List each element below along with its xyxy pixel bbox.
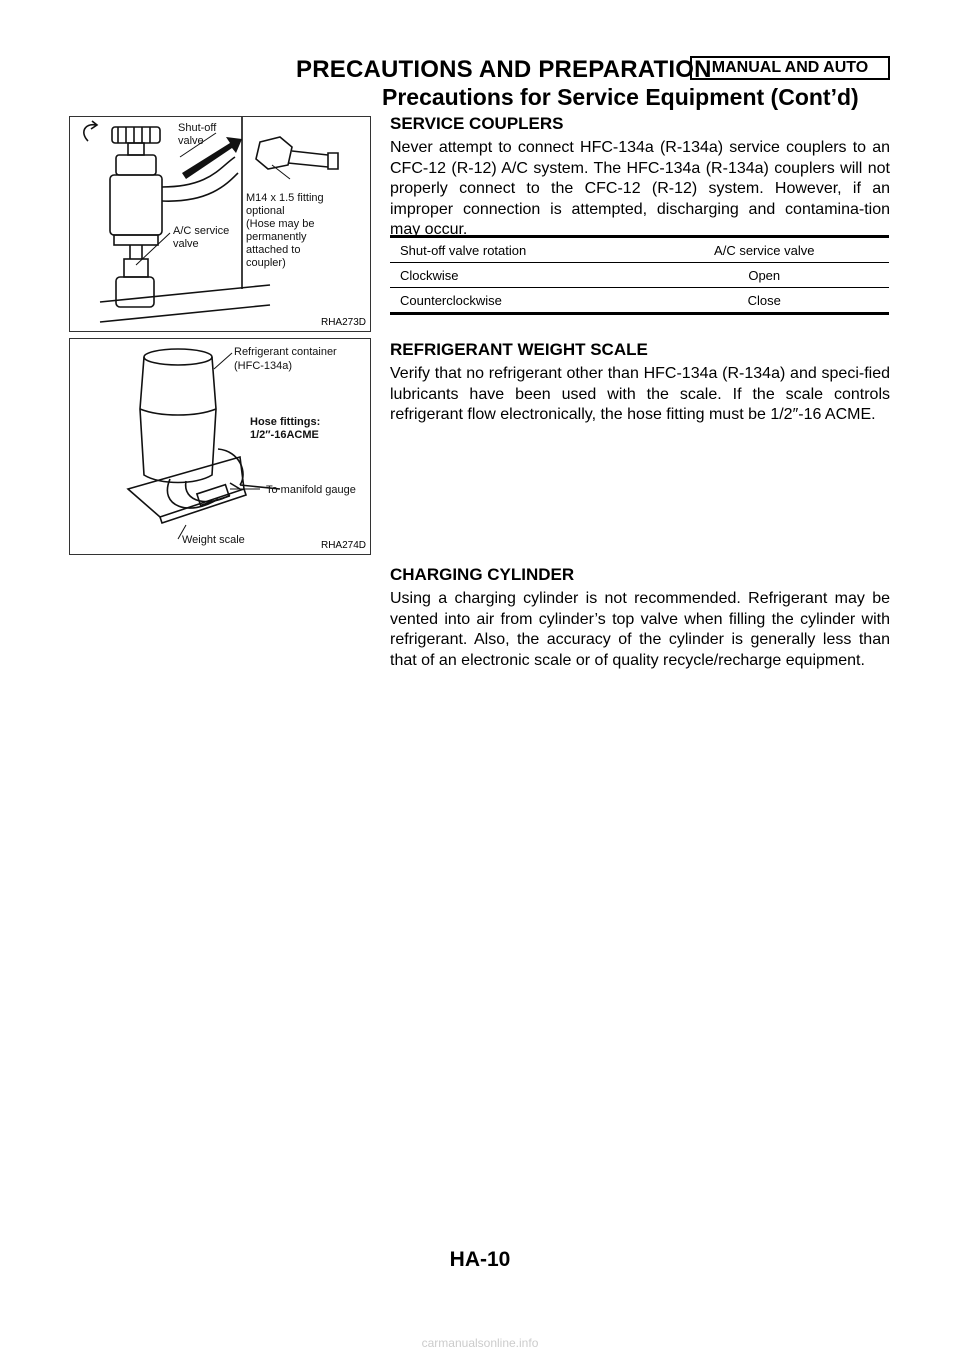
fig2-label-manifold: To manifold gauge	[266, 484, 356, 496]
fig2-label-hose-fittings: Hose fittings:	[250, 416, 321, 428]
heading-weight-scale: REFRIGERANT WEIGHT SCALE	[390, 340, 648, 359]
para-service-couplers: Never attempt to connect HFC-134a (R-134a) service couplers to an CFC-12 (R-12) A/C system. The HFC-134a (R-134a) couplers will not properly connect to the CFC-12 (R-12) system. However, if an improper connection is attempted, discharging and contamina-tion may occur.	[390, 139, 890, 239]
fig1-label-acvalve: valve	[173, 238, 199, 250]
table-header-row	[390, 237, 889, 263]
fig1-label-fitting: M14 x 1.5 fitting	[246, 192, 324, 204]
figure-service-coupler	[69, 116, 371, 332]
footer-watermark[interactable]: carmanualsonline.info	[421, 1336, 539, 1350]
fig1-label-shutoff: Shut-off	[178, 122, 217, 134]
table-row	[390, 288, 889, 314]
figure-code: RHA273D	[320, 317, 366, 328]
fig1-label-hose: (Hose may be	[246, 218, 315, 230]
fig1-label-acservice: A/C service	[173, 225, 230, 237]
page-number: HA-10	[449, 1248, 511, 1271]
fig2-label-acme: 1/2″-16ACME	[250, 429, 319, 441]
heading-charging-cylinder: CHARGING CYLINDER	[390, 565, 575, 584]
fig1-label-valve: valve	[178, 135, 204, 147]
fig1-label-coupler: coupler)	[246, 257, 286, 269]
fig1-label-optional: optional	[246, 205, 285, 217]
fig2-label-hfc: (HFC-134a)	[234, 360, 293, 372]
fig2-label-weight-scale: Weight scale	[182, 534, 245, 546]
table-cell: Close	[747, 292, 781, 308]
figure-weight-scale	[69, 338, 371, 555]
header-title: PRECAUTIONS AND PREPARATION	[296, 56, 712, 83]
figure-code: RHA274D	[320, 540, 366, 551]
coupler-illustration	[70, 117, 370, 331]
table-header-cell: Shut-off valve rotation	[390, 237, 640, 263]
table-cell: Open	[640, 263, 890, 288]
header-badge: MANUAL AND AUTO	[690, 56, 890, 80]
header-subtitle: Precautions for Service Equipment (Cont’d)	[382, 84, 859, 110]
scale-illustration	[70, 339, 370, 554]
table-header-cell: A/C service valve	[640, 237, 890, 263]
para-weight-scale: Verify that no refrigerant other than HFC-134a (R-134a) and speci-fied lubricants have been used with the scale. If the scale controls refrigerant flow electronically, the hose fitting must be 1/2″-16 ACME.	[390, 365, 890, 424]
fig2-label-container: Refrigerant container	[234, 346, 337, 358]
fig1-label-permanently: permanently	[246, 231, 307, 243]
table-cell: Counterclockwise	[400, 292, 502, 308]
para-charging-cylinder: Using a charging cylinder is not recommended. Refrigerant may be vented into air from cylinder’s top valve when filling the cylinder with refrigerant. Also, the accuracy of the cylinder is generally less than that of an electronic scale or of quality recycle/recharge equipment.	[390, 590, 890, 669]
table-row	[390, 263, 889, 288]
valve-rotation-table	[390, 235, 889, 315]
table-cell: Clockwise	[390, 263, 640, 288]
fig1-label-attached: attached to	[246, 244, 301, 256]
heading-service-couplers: SERVICE COUPLERS	[390, 114, 564, 133]
